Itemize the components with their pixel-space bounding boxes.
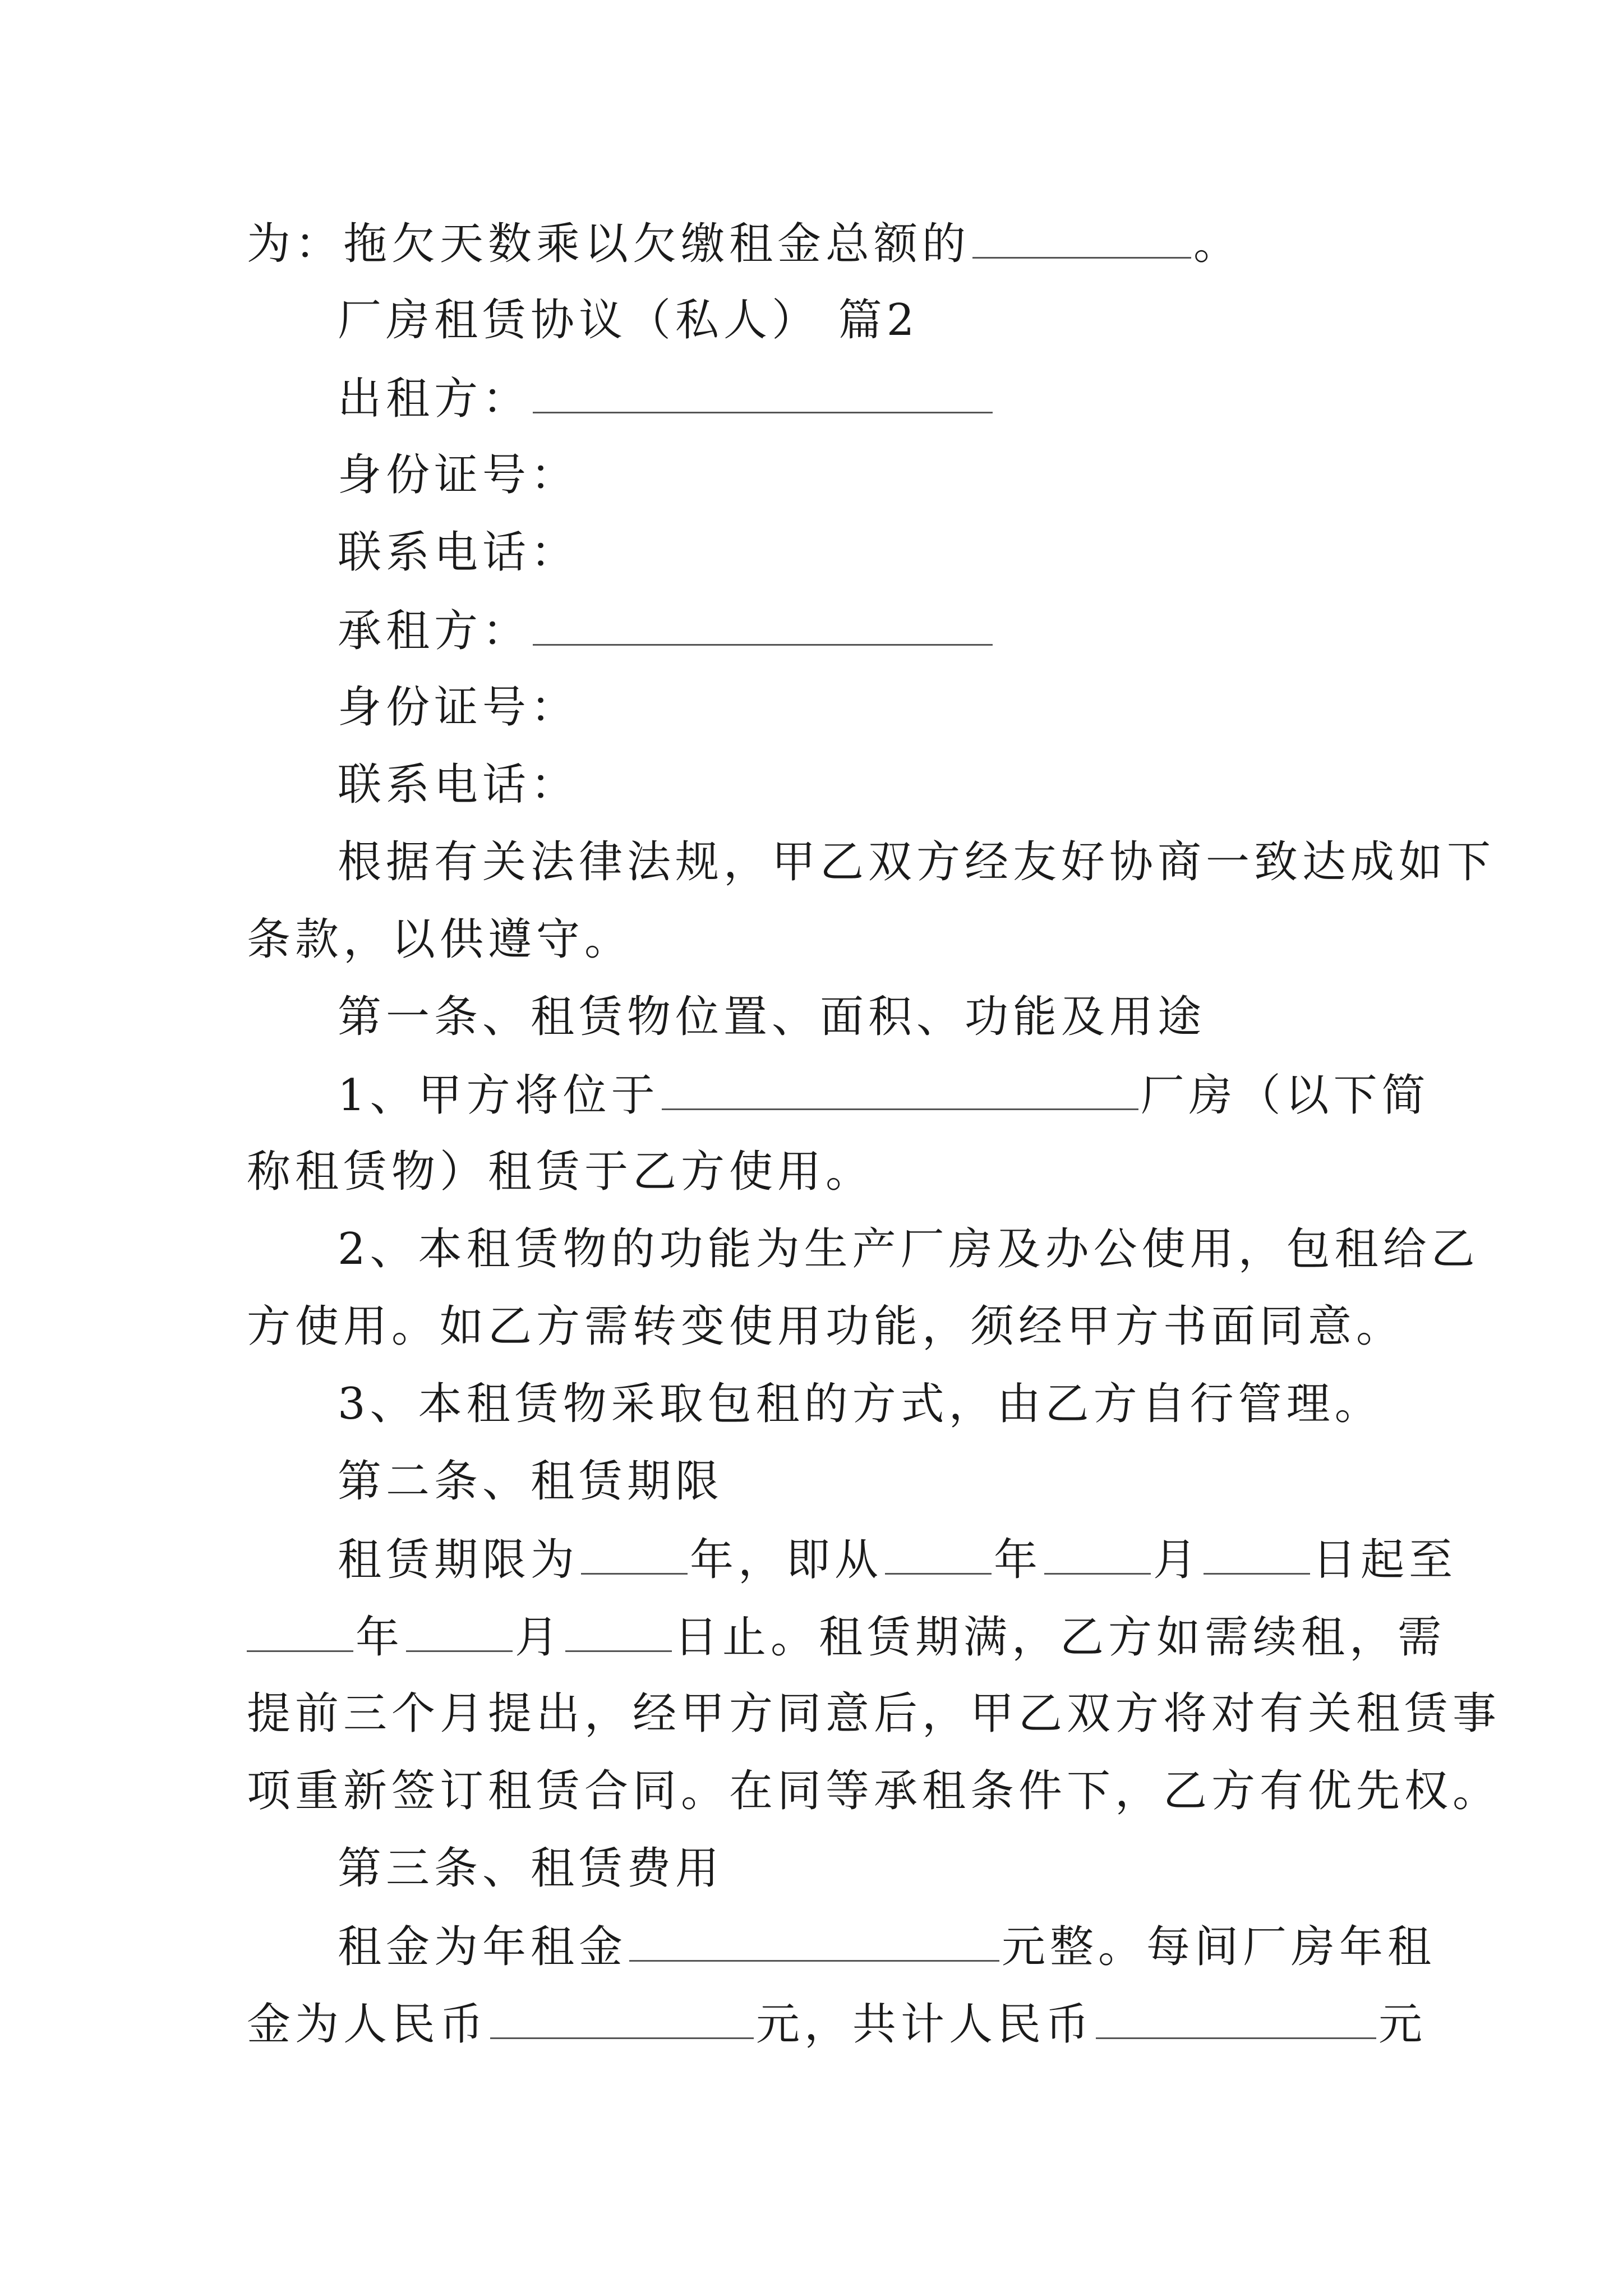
- paragraph-line: 条款，以供遵守。: [247, 914, 633, 965]
- lessor-line: 出租方：: [0, 367, 1623, 429]
- paragraph-line: 租赁期限为 年，即从 年 月 日起至: [0, 1528, 1623, 1590]
- fill-blank: [1204, 1528, 1310, 1575]
- fill-blank: [662, 1064, 1138, 1110]
- paragraph-line: 1、甲方将位于 厂房（以下简: [0, 1064, 1623, 1125]
- fill-blank: [581, 1528, 688, 1575]
- section-heading: 厂房租赁协议（私人） 篇2: [338, 295, 919, 346]
- fill-blank: [406, 1605, 513, 1652]
- lessee-line: 承租方：: [0, 599, 1623, 661]
- fill-blank: [565, 1605, 672, 1652]
- fill-blank: [885, 1528, 992, 1575]
- fill-blank: [247, 1605, 353, 1652]
- paragraph-line: 租金为年租金 元整。每间厂房年租: [0, 1915, 1623, 1977]
- lessee-phone-line: 联系电话：: [338, 760, 579, 810]
- fill-blank: [533, 599, 993, 646]
- paragraph-line: 年 月 日止。租赁期满，乙方如需续租，需: [0, 1605, 1623, 1667]
- fill-blank: [490, 1993, 754, 2039]
- text-line-penalty: 为：拖欠天数乘以欠缴租金总额的 。: [0, 212, 1623, 274]
- paragraph-line: 2、本租赁物的功能为生产厂房及办公使用，包租给乙: [338, 1224, 1479, 1274]
- lessor-id-line: 身份证号：: [338, 450, 579, 500]
- fill-blank: [629, 1915, 999, 1962]
- fill-blank: [1096, 1993, 1376, 2039]
- paragraph-line: 根据有关法律法规，甲乙双方经友好协商一致达成如下: [338, 837, 1496, 887]
- fill-blank: [972, 212, 1191, 259]
- fill-blank: [1044, 1528, 1151, 1575]
- paragraph-line: 项重新签订租赁合同。在同等承租条件下，乙方有优先权。: [247, 1766, 1501, 1816]
- article-heading: 第二条、租赁期限: [338, 1456, 724, 1507]
- article-heading: 第三条、租赁费用: [338, 1843, 724, 1894]
- article-heading: 第一条、租赁物位置、面积、功能及用途: [338, 992, 1206, 1042]
- paragraph-line: 3、本租赁物采取包租的方式，由乙方自行管理。: [338, 1379, 1383, 1429]
- paragraph-line: 方使用。如乙方需转变使用功能，须经甲方书面同意。: [247, 1301, 1405, 1352]
- lessor-phone-line: 联系电话：: [338, 527, 579, 578]
- paragraph-line: 称租赁物）租赁于乙方使用。: [247, 1147, 874, 1197]
- lessee-id-line: 身份证号：: [338, 682, 579, 733]
- fill-blank: [533, 367, 993, 413]
- paragraph-line: 金为人民币 元，共计人民币 元: [0, 1993, 1623, 2054]
- paragraph-line: 提前三个月提出，经甲方同意后，甲乙双方将对有关租赁事: [247, 1688, 1501, 1739]
